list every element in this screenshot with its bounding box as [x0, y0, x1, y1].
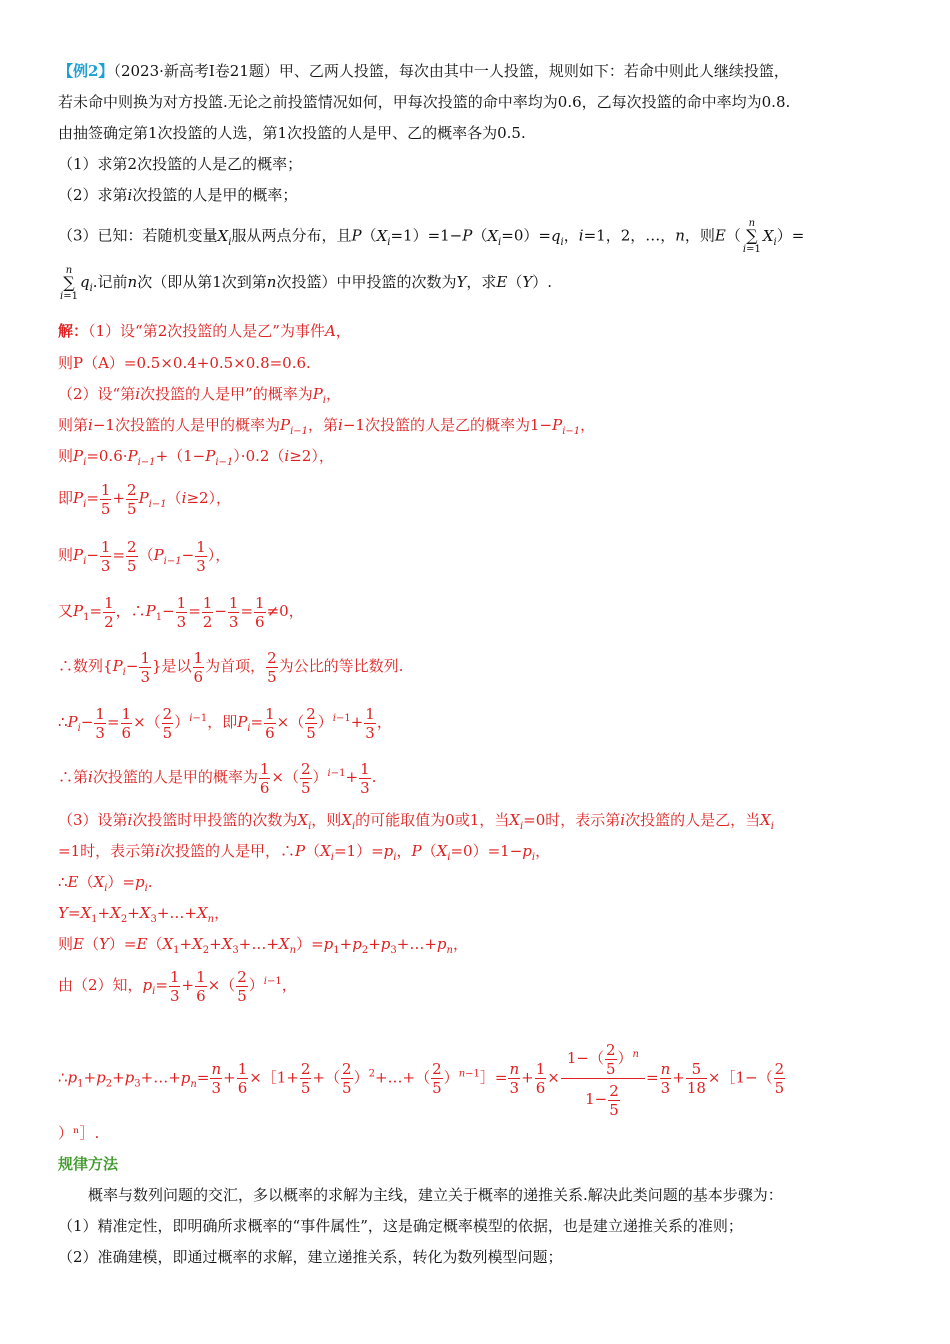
sol-s4d: 次投篮的人是乙的概率为	[364, 416, 530, 434]
sol-s4c: ，第	[308, 416, 339, 434]
question-2: （2）求第i次投篮的人是甲的概率；	[58, 186, 298, 204]
solution-line-14: $\therefore E(X_i)=p_i$.	[58, 873, 153, 894]
q3-text-g: ，求	[466, 273, 497, 291]
sum-symbol: n ∑ i=1	[742, 218, 761, 255]
method-heading: 规律方法	[58, 1155, 119, 1173]
solution-line-19: ）ⁿ］.	[58, 1124, 100, 1142]
sol-p3d: =0时，表示第	[523, 811, 621, 829]
sol-s1: （1）设“第2次投篮的人是乙”为事件	[88, 322, 325, 340]
method-line-3: （2）准确建模，即通过概率的求解，建立递推关系，转化为数列模型问题；	[58, 1248, 563, 1266]
method-line-2: （1）精准定性，即明确所求概率的“事件属性”，这是确定概率模型的依据，也是建立递推关系的准则；	[58, 1217, 743, 1235]
q2-text-a: （2）求第	[58, 186, 128, 204]
sol-s4b: 次投篮的人是甲的概率为	[114, 416, 280, 434]
sol-from2: 由（2）知，	[58, 976, 143, 994]
solution-line-15: $Y=X_1+X_2+X_3+\dots+X_n$，	[58, 904, 230, 925]
sol-p3a: （3）设第	[58, 811, 128, 829]
solution-line-16: 则$E(Y)=E(X_1+X_2+X_3+\dots+X_n)=p_1+p_2+p_3+\dots+p_n$，	[58, 935, 468, 956]
solution-line-9: ∴数列{$P_i-$ $\frac{1}{3}$ }是以 $\frac{1}{6}$ 为首项， $\frac{2}{5}$ 为公比的等比数列.	[58, 648, 404, 686]
sol-s9: ∴数列	[58, 657, 104, 675]
q3-text-a: （3）已知：若随机变量	[58, 226, 218, 245]
sol-s3: （2）设“第	[58, 385, 136, 403]
sol-s5: =0.6·	[86, 447, 128, 465]
solution-label: 解：	[58, 322, 89, 340]
solution-line-10: $\therefore P_i-$ $\frac{1}{3}$ = $\frac{1}{6}$ ×（ $\frac{2}{5}$ ）$^{i-1}$，即$P_i=$ $\frac{1}{6}$ ×（ $\frac{2}{5}$ ）$^{i-1}$+ $\frac{1}{3}$ ，	[58, 704, 392, 742]
problem-source: （2023·新高考Ⅰ卷21题）	[113, 62, 279, 80]
method-line-1: 概率与数列问题的交汇，多以概率的求解为主线，建立关于概率的递推关系.解决此类问题的基本步骤为：	[88, 1186, 783, 1204]
solution-line-12: （3）设第i次投篮时甲投篮的次数为$X_i$，则$X_i$的可能取值为0或1，当$X_i=0$时，表示第i次投篮的人是乙，当$X_i$	[58, 811, 774, 832]
problem-intro-2: 若未命中则换为对方投篮.无论之前投篮情况如何，甲每次投篮的命中率均为0.6，乙每次投篮的命中率均为0.8.	[58, 93, 791, 111]
sum-symbol-2: n ∑ i=1	[60, 264, 78, 302]
sol-s8: 又	[58, 602, 74, 620]
solution-line-8: 又$P_1=$ $\frac{1}{2}$ ，$\therefore P_1-$ $\frac{1}{3}$ = $\frac{1}{2}$ − $\frac{1}{3}$ = $\frac{1}{6}$ ≠0，	[58, 593, 304, 631]
solution-line-1: 解：（1）设“第2次投篮的人是乙”为事件A，	[58, 322, 351, 340]
sol-p3e: 次投篮的人是乙，当	[625, 811, 761, 829]
sol-s9d: 为公比的等比数列.	[278, 657, 404, 675]
sol-p3b: 次投篮时甲投篮的次数为	[132, 811, 298, 829]
example-tag: 【例2】	[58, 62, 114, 80]
sol-p3f: =1时，表示第	[58, 842, 156, 860]
sol-s4a: 则第	[58, 416, 89, 434]
question-3-line-2: n ∑ $i=1q_i$.记前n次（即从第1次到第n次投篮）中甲投篮的次数为Y，求E（Y）.	[60, 264, 553, 302]
solution-line-13: =1时，表示第i次投篮的人是甲，$\therefore P(X_i=1)=p_i$，$P(X_i=0)=1-p_i$，	[58, 842, 551, 863]
solution-line-11: ∴第i次投篮的人是甲的概率为 $\frac{1}{6}$ ×（ $\frac{2}{5}$ ）$^{i-1}$+ $\frac{1}{3}$ .	[58, 759, 377, 797]
solution-line-5: 则$P_i=0.6\cdot P_{i-1}+(1-P_{i-1})\cdot 0.2(i\ge 2)$，	[58, 447, 334, 468]
sol-s9b: 是以	[161, 657, 192, 675]
sol-s6: 即	[58, 489, 74, 507]
sol-s10b: ，即	[207, 713, 238, 731]
question-3-line-1: （3）已知：若随机变量$X_i$服从两点分布，且$P(X_i=1)=1-P(X_i=0)=q_i$，i=1，2，…，n，则E（n ∑ $i=1X_i)=$	[58, 218, 805, 255]
problem-intro-3: 由抽签确定第1次投篮的人选，第1次投篮的人是甲、乙的概率各为0.5.	[58, 124, 526, 142]
sol-s3b: 次投篮的人是甲”的概率为	[140, 385, 313, 403]
solution-line-3: （2）设“第i次投篮的人是甲”的概率为$P_i$，	[58, 385, 342, 406]
sol-s9c: 为首项，	[205, 657, 266, 675]
solution-line-6: 即$P_i=$ $\frac{1}{5}$ + $\frac{2}{5}$ $P_{i-1}(i\ge 2)$，	[58, 480, 232, 518]
sol-p3c: 的可能取值为0或1，当	[355, 811, 510, 829]
q3-text-d: .记前	[92, 273, 128, 291]
sol-s7: 则	[58, 546, 74, 564]
q3-text-c: ，则	[684, 226, 715, 245]
problem-intro-1: 甲、乙两人投篮，每次由其中一人投篮，规则如下：若命中则此人继续投篮，	[278, 62, 789, 80]
solution-line-17: 由（2）知，$p_i=$ $\frac{1}{3}$ + $\frac{1}{6}$ ×（ $\frac{2}{5}$ ）$^{i-1}$，	[58, 967, 297, 1005]
solution-line-7: 则$P_i-$ $\frac{1}{3}$ = $\frac{2}{5}$ （$P_{i-1}-$ $\frac{1}{3}$ ），	[58, 537, 231, 575]
sol-s11: ∴第	[58, 768, 89, 786]
q3-text-e: 次（即从第1次到第	[137, 273, 267, 291]
sol-s11b: 次投篮的人是甲的概率为	[92, 768, 258, 786]
q2-text-b: 次投篮的人是甲的概率；	[132, 186, 298, 204]
problem-line-1	[58, 60, 789, 82]
question-1: （1）求第2次投篮的人是乙的概率；	[58, 155, 303, 173]
q3-text-b: 服从两点分布，且	[231, 226, 352, 245]
solution-line-2: 则P（A）=0.5×0.4+0.5×0.8=0.6.	[58, 354, 311, 372]
q3-text-f: 次投篮）中甲投篮的次数为	[276, 273, 457, 291]
solution-line-4: 则第i−1次投篮的人是甲的概率为$P_{i-1}$，第i−1次投篮的人是乙的概率为$1-P_{i-1}$，	[58, 416, 596, 437]
solution-line-18: $\therefore p_1+p_2+p_3+\dots+p_n=$ $\frac{n}{3}$ + $\frac{1}{6}$ ×［1+ $\frac{2}{5}$ +（ $\frac{2}{5}$ ）$^2$+…+（ $\frac{2}{5}$ ）$^{n-1}$］= $\frac{n}{3}$ + $\frac{1}{6}$ × 1−（ $\frac{2}{5}$ ）$^n$ 1− $\frac{2}{5}$ = $\frac{n}{3}$ + $\frac{5}{18}$ ×［1−（ $\frac{2}{5}$	[58, 1038, 786, 1119]
sol-p3g: 次投篮的人是甲，∴	[159, 842, 295, 860]
